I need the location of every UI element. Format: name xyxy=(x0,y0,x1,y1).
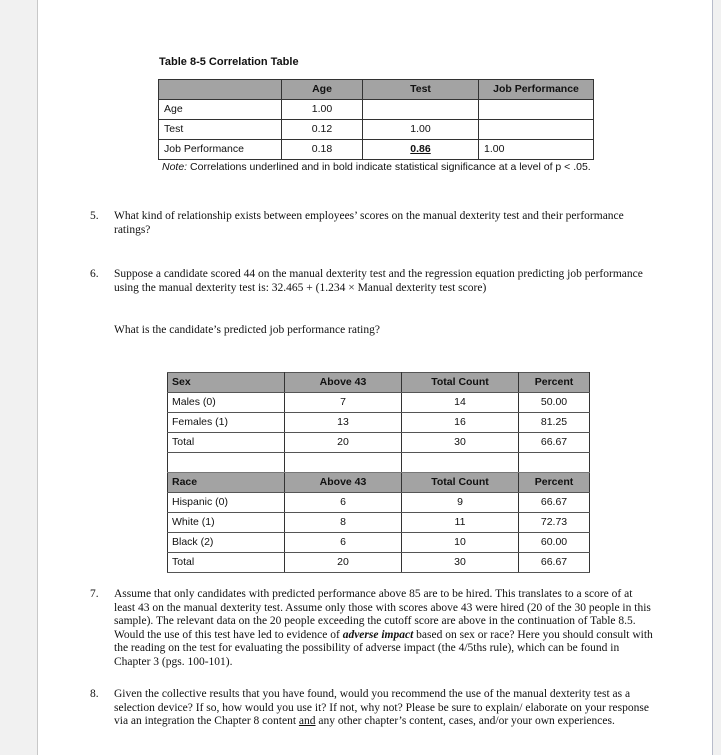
question-8 xyxy=(90,688,655,729)
cell-above-43: 20 xyxy=(285,433,402,453)
question-6 xyxy=(90,268,655,295)
header-above-43: Above 43 xyxy=(285,473,402,493)
group-label: Males (0) xyxy=(168,393,285,413)
table-row xyxy=(168,513,590,533)
table-row xyxy=(168,433,590,453)
empty-cell xyxy=(519,453,590,473)
cell-percent: 66.67 xyxy=(519,433,590,453)
cell-percent: 72.73 xyxy=(519,513,590,533)
header-percent: Percent xyxy=(519,473,590,493)
cell-total-count: 14 xyxy=(402,393,519,413)
cell-above-43: 6 xyxy=(285,493,402,513)
cell-total-count: 11 xyxy=(402,513,519,533)
cell-total-count: 9 xyxy=(402,493,519,513)
empty-cell xyxy=(168,453,285,473)
spacer-row xyxy=(168,453,590,473)
cell-above-43: 8 xyxy=(285,513,402,533)
cell-percent: 66.67 xyxy=(519,553,590,573)
row-label: Test xyxy=(159,120,282,140)
sex-header-row xyxy=(168,373,590,393)
question-text: Suppose a candidate scored 44 on the manual dexterity test and the regression equation predicting job performance using the manual dexterity test is: 32.465 + (1.234 × Manual dexterity test score) xyxy=(114,268,643,294)
cell-job: 1.00 xyxy=(479,140,594,160)
header-race: Race xyxy=(168,473,285,493)
table-row xyxy=(159,140,594,160)
corr-header-age: Age xyxy=(282,80,363,100)
cell-total-count: 10 xyxy=(402,533,519,553)
correlation-table xyxy=(158,79,594,160)
question-text-part: any other chapter’s content, cases, and/or your own experiences. xyxy=(315,715,615,727)
cell-test: 1.00 xyxy=(363,120,479,140)
cell-total-count: 30 xyxy=(402,433,519,453)
question-text-part: Assume that only candidates with predicted performance above 85 are to be hired. This translates to a score of at least 43 on the manual dexterity test. Assume only those with scores above 43 were hired (20 of the 30 people in this sample). The relevant data on the 20 people exceeding the cutoff score are above in the continuation of Table 8.5. Would the use of this test have led to evidence of xyxy=(114,588,651,641)
question-number: 7. xyxy=(90,588,99,600)
table-row xyxy=(168,553,590,573)
row-label: Job Performance xyxy=(159,140,282,160)
header-percent: Percent xyxy=(519,373,590,393)
cell-total-count: 30 xyxy=(402,553,519,573)
significant-correlation: 0.86 xyxy=(410,143,431,155)
question-number: 6. xyxy=(90,268,99,280)
question-5 xyxy=(90,210,655,237)
corr-header-test: Test xyxy=(363,80,479,100)
underlined-and: and xyxy=(298,715,316,727)
header-total-count: Total Count xyxy=(402,373,519,393)
table-row xyxy=(168,413,590,433)
table-note xyxy=(162,160,592,174)
group-label: Females (1) xyxy=(168,413,285,433)
cell-percent: 50.00 xyxy=(519,393,590,413)
question-number: 5. xyxy=(90,210,99,222)
table-row xyxy=(168,493,590,513)
cell-above-43: 7 xyxy=(285,393,402,413)
cell-job xyxy=(479,100,594,120)
table-row xyxy=(168,533,590,553)
emphasis-adverse-impact: adverse impact xyxy=(342,628,414,641)
cell-age: 0.12 xyxy=(282,120,363,140)
table-row xyxy=(159,100,594,120)
table-row xyxy=(159,120,594,140)
group-label: Black (2) xyxy=(168,533,285,553)
note-text: Correlations underlined and in bold indicate statistical significance at a level of p < .05. xyxy=(187,161,591,173)
question-6-sub: What is the candidate’s predicted job performance rating? xyxy=(114,324,380,336)
group-label: Total xyxy=(168,433,285,453)
question-text: What kind of relationship exists between employees’ scores on the manual dexterity test and their performance ratings? xyxy=(114,210,624,236)
empty-cell xyxy=(402,453,519,473)
cell-percent: 60.00 xyxy=(519,533,590,553)
header-sex: Sex xyxy=(168,373,285,393)
row-label: Age xyxy=(159,100,282,120)
header-above-43: Above 43 xyxy=(285,373,402,393)
table-row xyxy=(168,393,590,413)
cell-age: 0.18 xyxy=(282,140,363,160)
group-label: Total xyxy=(168,553,285,573)
cell-total-count: 16 xyxy=(402,413,519,433)
question-text-part: based on sex or race? Here you should consult with the reading on the test for evaluating the possibility of adverse impact (the 4/5ths rule), which can be found in Chapter 3 (pgs. 100-101). xyxy=(114,628,653,668)
group-label: Hispanic (0) xyxy=(168,493,285,513)
cell-percent: 81.25 xyxy=(519,413,590,433)
question-text-part: Given the collective results that you have found, would you recommend the use of the manual dexterity test as a selection device? If so, how would you use it? If not, why not? Please be sure to explain/ elaborate on your response via an integration the Chapter 8 content xyxy=(114,688,649,727)
cell-age: 1.00 xyxy=(282,100,363,120)
sex-table xyxy=(167,372,590,573)
header-total-count: Total Count xyxy=(402,473,519,493)
race-header-row xyxy=(168,473,590,493)
cell-percent: 66.67 xyxy=(519,493,590,513)
note-label: Note: xyxy=(162,161,188,173)
cell-above-43: 20 xyxy=(285,553,402,573)
question-7 xyxy=(90,588,655,669)
corr-header-blank xyxy=(159,80,282,100)
cell-above-43: 13 xyxy=(285,413,402,433)
question-text xyxy=(114,588,655,669)
corr-header-job-performance: Job Performance xyxy=(479,80,594,100)
cell-test xyxy=(363,100,479,120)
question-text xyxy=(114,688,655,729)
group-label: White (1) xyxy=(168,513,285,533)
correlation-table-title: Table 8-5 Correlation Table xyxy=(159,56,299,68)
correlation-header-row xyxy=(159,80,594,100)
cell-job xyxy=(479,120,594,140)
empty-cell xyxy=(285,453,402,473)
cell-above-43: 6 xyxy=(285,533,402,553)
question-number: 8. xyxy=(90,688,99,700)
